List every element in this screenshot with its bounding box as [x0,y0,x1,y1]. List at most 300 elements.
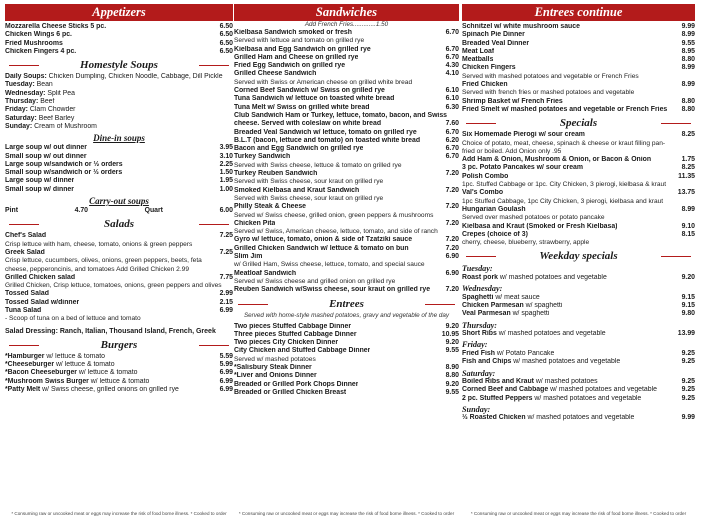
menu-item-description: 1pc Stuffed Cabbage, 1pc City Chicken, 3 pierogi, kielbasa and kraut [462,197,664,205]
menu-item-price: 8.25 [681,164,695,172]
menu-item-extra: w/ mashed potatoes and vegetable [498,273,607,281]
menu-item-name: Crepes (choice of 3) [462,230,528,238]
menu-item-price: 9.99 [681,414,695,422]
soup-day-label: Tuesday: [5,81,35,89]
menu-item-row [234,339,459,347]
menu-item-name: Tuna Sandwich w/ lettuce on toasted white bread [234,95,395,103]
menu-item-extra: w/ lettuce & tomato [44,352,105,360]
menu-item-price: 8.99 [681,64,695,72]
menu-item-price: 8.80 [681,97,695,105]
menu-item-name-group [462,358,620,366]
menu-item-row [234,245,459,253]
menu-item-row [462,206,695,214]
menu-item-name: *Mushroom Swiss Burger [5,377,89,385]
daily-soup-row [5,73,233,81]
menu-item-description: Served w/ mashed potatoes [234,355,316,363]
weekday-label: Sunday: [462,404,491,414]
daily-soup-row [5,106,233,114]
menu-item-price: 6.50 [219,47,233,55]
menu-item-price: 9.25 [681,349,695,357]
menu-item-row [234,145,459,153]
menu-item-price: 8.99 [681,81,695,89]
menu-item-name: Large soup w/ out dinner [5,144,87,152]
weekday-label: Tuesday: [462,264,493,274]
menu-item-row [234,236,459,244]
french-fries-note: Add French Fries.............1.50 [304,21,389,28]
menu-item-row [234,270,459,278]
menu-column-middle [234,4,459,519]
menu-item-name-group [5,361,115,369]
menu-item-name: *Cheeseburger [5,360,55,368]
burgers-list [5,353,233,394]
menu-item-name: Spaghetti [462,293,494,301]
entrees-note: Served with home-style mashed potatoes, gravy and vegetable of the day [243,311,450,319]
menu-item-name: Reuben Sandwich w/Swiss cheese, sour kraut on grilled rye [234,286,431,294]
menu-item-extra: w/ mashed potatoes and vegetable [548,386,657,394]
menu-item-row [234,46,459,54]
menu-item-price: 9.25 [681,394,695,402]
menu-item-name: Chicken Fingers [462,64,516,72]
menu-item-price: 8.95 [681,47,695,55]
menu-item-name: Breaded Veal Dinner [462,39,530,47]
menu-item-row [462,223,695,231]
menu-item-name: Schnitzel w/ white mushroom sauce [462,23,580,30]
menu-item-name: Kielbasa and Egg Sandwich on grilled rye [234,45,371,53]
menu-item-name: *Bacon Cheeseburger [5,369,77,377]
menu-item-price: 8.80 [681,105,695,113]
menu-item-price: 3.95 [219,144,233,152]
menu-item-row [234,170,459,178]
menu-item-price: 13.99 [677,330,695,338]
menu-item-price: 9.55 [681,39,695,47]
menu-item-row [5,177,233,185]
menu-item-name: Short Ribs [462,330,497,338]
menu-item-price: 7.75 [219,273,233,281]
menu-item-row [462,81,695,89]
menu-item-name: City Chicken and Stuffed Cabbage Dinner [234,347,371,355]
menu-item-name-group [5,353,105,361]
menu-item-row [5,144,233,152]
soup-day-label: Thursday: [5,98,39,106]
menu-item-row [5,169,233,177]
menu-item-description: Served with Swiss or American cheese on grilled white bread [234,78,413,86]
quart-price: 6.00 [219,207,233,215]
menu-item-row [5,31,233,39]
menu-item-description: Served over mashed potatoes or potato pancake [462,214,605,222]
menu-item-extra: w/ Swiss cheese, grilled onions on grilled rye [40,385,179,393]
burgers-title: Burgers [5,339,233,351]
menu-item-row [234,153,459,161]
menu-item-name: Fish and Chips [462,358,512,366]
weekday-specials-list [462,264,695,422]
menu-item-price: 11.35 [678,172,695,180]
menu-item-name: Grilled Ham and Cheese on grilled rye [234,53,359,61]
menu-item-name: Tossed Salad w/dinner [5,298,80,306]
menu-item-row [462,330,695,338]
menu-item-price: 6.70 [445,145,459,153]
menu-item-price: 2.99 [219,290,233,298]
weekday-label: Saturday: [462,368,496,378]
menu-item-row [5,274,233,282]
menu-item-name-group [5,386,179,394]
menu-item-row [5,290,233,298]
menu-item-name: Turkey Sandwich [234,153,291,161]
menu-item-price: 7.20 [445,186,459,194]
menu-item-name: Meat Loaf [462,47,495,55]
menu-item-row [5,153,233,161]
menu-item-description: Crisp lettuce, cucumbers, olives, onions, green peppers, beets, feta [5,257,202,265]
menu-item-price: 13.75 [677,189,695,197]
menu-item-name: Boiled Ribs and Kraut [462,378,534,385]
menu-item-price: 9.55 [445,388,459,396]
menu-item-row [462,395,695,403]
menu-item-extra: w/ mashed potatoes and vegetable [532,394,642,402]
footer-note-left: * Consuming raw or uncooked meat or eggs may increase the risk of food borne illness. * Cooked to order [11,511,227,516]
menu-item-description: fried or boiled. Add Onion only .95 [462,147,562,155]
menu-item-name: 3 pc. Potato Pancakes w/ sour cream [462,164,584,172]
quart-label: Quart [144,207,163,215]
menu-item-row [234,112,459,120]
menu-item-row [5,40,233,48]
menu-item-name: Tossed Salad [5,290,49,298]
homestyle-soups-title: Homestyle Soups [5,59,233,71]
menu-item-row [5,378,233,386]
menu-item-price: 6.90 [445,269,459,277]
menu-column-left [5,4,233,519]
weekday-specials-title: Weekday specials [462,250,695,262]
menu-item-description: 1pc. Stuffed Cabbage or 1pc. City Chicken, 3 pierogi, kielbasa & kraut [462,181,667,189]
daily-soup-row [5,123,233,131]
menu-item-extra: w/ meat sauce [493,293,540,301]
menu-item-name: Small soup w/sandwich or ½ orders [5,169,123,177]
soup-day-label: Friday: [5,106,28,114]
menu-item-price: 6.30 [445,103,459,111]
menu-item-name-group [462,350,554,358]
menu-item-extra: w/ lettuce & tomato [88,377,150,385]
menu-item-row [234,62,459,70]
footer-note-middle: * Consuming raw or uncooked meat or eggs may increase the risk of food borne illness. * Cooked to order [238,511,455,516]
menu-item-description: Served with french fries or mashed potatoes and vegetable [462,89,635,97]
menu-item-row [462,386,695,394]
menu-item-name: *Liver and Onions Dinner [234,372,317,380]
menu-item-extra: w/ lettuce & tomato [77,369,138,377]
menu-item-extra: w/ lettuce & tomato [54,360,115,368]
menu-item-name: Small soup w/ dinner [5,185,74,193]
menu-item-name: Smoked Kielbasa and Kraut Sandwich [234,186,360,194]
menu-item-name: Grilled Chicken salad [5,273,76,281]
menu-item-name: Turkey Reuben Sandwich [234,170,318,178]
entrees-continue-list [462,23,695,114]
menu-item-price: 9.20 [445,380,459,388]
menu-item-row [462,156,695,164]
menu-item-name: Two pieces Stuffed Cabbage Dinner [234,322,352,330]
daily-soup-row [5,81,233,89]
menu-item-price: 6.50 [219,23,233,30]
menu-item-price: 7.20 [445,236,459,244]
menu-item-price: 4.10 [445,70,459,78]
carry-out-soups-title: Carry-out soups [89,196,149,207]
menu-item-name: Gyro w/ lettuce, tomato, onion & side of Tzatziki sauce [234,236,413,244]
menu-item-name: Chicken Wings 6 pc. [5,31,72,39]
menu-item-price: 6.99 [219,385,233,393]
menu-item-row [234,331,459,339]
weekday-label: Wednesday: [462,284,503,294]
menu-item-price: 7.25 [219,248,233,256]
menu-item-row [462,164,695,172]
menu-item-price: 6.99 [219,377,233,385]
menu-item-name: Greek Salad [5,248,45,256]
sandwiches-banner: Sandwiches [234,4,459,21]
menu-item-row [234,137,459,145]
soup-name: Cream of Mushroom [34,122,97,130]
menu-item-price: 9.20 [445,322,459,330]
menu-item-description: Served with Swiss cheese, sour kraut on grilled rye [234,178,384,186]
pint-price: 4.70 [74,207,89,215]
menu-item-row [5,369,233,377]
menu-item-price: 6.10 [445,87,459,95]
menu-item-row [234,220,459,228]
pint-label: Pint [5,207,19,215]
menu-item-name: Club Sandwich Ham or Turkey, lettuce, tomato, bacon, and Swiss [234,111,448,119]
menu-item-name: Spinach Pie Dinner [462,31,525,39]
menu-item-price: 7.25 [219,232,233,240]
menu-item-price: 9.20 [445,339,459,347]
menu-item-row [234,120,459,128]
menu-item-price: 6.50 [219,39,233,47]
menu-item-price: 1.75 [681,156,695,164]
sandwiches-list [234,29,459,295]
menu-item-name-group [462,274,607,282]
menu-item-price: 7.20 [445,286,459,294]
menu-item-price: 5.59 [219,352,233,360]
menu-item-row [5,48,233,56]
menu-item-name: Tuna Salad [5,307,42,315]
menu-item-row [462,23,695,31]
menu-item-row [462,310,695,318]
soup-name: Beef [40,98,55,106]
menu-item-name: Chicken Parmesan [462,302,524,310]
soup-day-label: Sunday: [5,122,33,130]
menu-item-price: 6.99 [219,307,233,315]
menu-item-row [5,299,233,307]
menu-item-price: 6.50 [219,31,233,39]
menu-item-name: *Patty Melt [5,385,41,393]
menu-item-row [5,161,233,169]
menu-item-name: Breaded or Grilled Pork Chops Dinner [234,380,359,388]
menu-item-extra: w/ mashed potatoes [533,378,598,385]
menu-item-row [462,231,695,239]
entrees-continue-banner: Entrees continue [462,4,695,21]
menu-item-name: Grilled Chicken Sandwich w/ lettuce & tomato on bun [234,244,409,252]
menu-item-name: Grilled Cheese Sandwich [234,70,317,78]
menu-item-name: Bacon and Egg Sandwich on grilled rye [234,145,364,153]
menu-item-extra: w/ mashed potatoes and vegetable [511,358,621,366]
menu-item-name-group [462,330,606,338]
menu-item-row [234,70,459,78]
menu-item-price: 9.25 [681,358,695,366]
menu-item-price: 2.15 [219,298,233,306]
menu-item-row [462,98,695,106]
menu-item-name: ½ Roasted Chicken [462,414,526,422]
menu-item-name: Fried Egg Sandwich on grilled rye [234,62,346,70]
menu-item-name: Large soup w/sandwich or ½ orders [5,160,123,168]
menu-item-row [234,323,459,331]
soup-day-label: Wednesday: [5,89,46,97]
menu-item-price: 8.90 [445,363,459,371]
menu-item-price: 8.80 [681,56,695,64]
menu-item-row [462,131,695,139]
menu-item-price: 6.90 [445,253,459,261]
menu-item-row [5,386,233,394]
menu-item-price: 7.60 [445,120,459,128]
menu-item-name: Kielbasa and Kraut (Smoked or Fresh Kielbasa) [462,222,618,230]
menu-item-price: 3.10 [219,152,233,160]
menu-item-description: cheese, pepperoncinis, and tomatoes Add Grilled Chicken 2.99 [5,265,190,273]
menu-item-row [462,350,695,358]
menu-item-row [462,64,695,72]
menu-item-price: 6.10 [445,95,459,103]
menu-item-description: Served with Swiss cheese, lettuce & tomato on grilled rye [234,161,402,169]
menu-item-price: 8.99 [681,205,695,213]
menu-item-row [5,307,233,315]
menu-item-price: 7.20 [445,203,459,211]
entrees-list [234,323,459,398]
menu-item-name-group [462,386,657,394]
soup-day-label: Daily Soups: [5,73,47,81]
menu-item-name: Fried Mushrooms [5,39,63,47]
menu-item-row [462,378,695,386]
menu-item-price: 5.99 [219,360,233,368]
menu-item-name: Polish Combo [462,172,509,180]
menu-item-row [234,129,459,137]
menu-item-name: Small soup w/ out dinner [5,152,87,160]
menu-item-name: Two pieces City Chicken Dinner [234,339,339,347]
menu-item-row [462,56,695,64]
specials-title: Specials [462,117,695,129]
menu-item-extra: w/ spaghetti [523,302,563,310]
menu-item-row [234,54,459,62]
menu-item-row [5,186,233,194]
menu-item-description: Choice of potato, meat, cheese, spinach & cheese or kraut filling pan- [462,139,666,147]
menu-item-extra: w/ mashed potatoes and vegetable [525,414,635,422]
menu-item-extra: w/ spaghetti [510,310,550,318]
menu-item-name-group [5,369,138,377]
menu-item-price: 10.95 [441,330,459,338]
menu-item-name: Veal Parmesan [462,310,511,318]
menu-item-name: Three pieces Stuffed Cabbage Dinner [234,330,357,338]
menu-item-name-group [462,414,634,422]
menu-item-description: Served w/ Swiss cheese and grilled onion on grilled rye [234,277,396,285]
soup-name: Split Pea [47,89,75,97]
menu-item-name: Meatballs [462,56,494,64]
menu-item-extra: w/ Potato Pancake [494,349,555,357]
menu-item-row [234,381,459,389]
menu-item-name: *Salisbury Steak Dinner [234,363,312,371]
menu-item-row [234,347,459,355]
menu-item-price: 9.25 [681,386,695,394]
soup-day-label: Saturday: [5,114,37,122]
menu-item-row [234,372,459,380]
menu-item-description: Served with mashed potatoes and vegetable or French Fries [462,72,639,80]
soup-name: Beef Barley [38,114,75,122]
menu-item-price: 9.15 [681,302,695,310]
daily-soups-list [5,73,233,131]
soup-name: Clam Chowder [29,106,76,114]
menu-item-price: 8.25 [681,131,695,139]
menu-item-row [462,173,695,181]
menu-item-name: Roast pork [462,273,498,281]
menu-item-row [462,414,695,422]
menu-item-name: Add Ham & Onion, Mushroom & Onion, or Bacon & Onion [462,156,652,164]
soup-name: Chicken Dumpling, Chicken Noodle, Cabbage, Dill Pickle [48,73,223,81]
menu-item-name: Tuna Melt w/ Swiss on grilled white bread [234,103,370,111]
menu-item-row [5,249,233,257]
menu-item-row [462,106,695,114]
menu-item-name: Slim Jim [234,253,263,261]
menu-item-name-group [462,378,598,386]
menu-item-name: Chicken Pita [234,219,276,227]
menu-item-price: 9.15 [681,293,695,301]
menu-item-price: 7.20 [445,170,459,178]
menu-item-row [234,389,459,397]
menu-item-name: Breaded Veal Sandwich w/ lettuce, tomato on grilled rye [234,128,417,136]
menu-item-price: 6.70 [445,45,459,53]
menu-item-row [234,87,459,95]
menu-item-price: 9.10 [681,222,695,230]
menu-item-name: Large soup w/ dinner [5,177,75,185]
menu-item-row [462,40,695,48]
daily-soup-row [5,98,233,106]
menu-item-description: Grilled Chicken, Crisp lettuce, tomatoes, onions, green peppers and olives [5,282,222,290]
weekday-label: Friday: [462,340,488,350]
menu-item-name: Fried Fish [462,349,495,357]
menu-item-name-group [462,302,562,310]
menu-item-name: 2 pc. Stuffed Peppers [462,394,533,402]
daily-soup-row [5,90,233,98]
menu-item-row [5,23,233,31]
menu-item-name: Fried Chicken [462,81,508,89]
menu-item-description: Crisp lettuce with ham, cheese, tomato, onions & green peppers [5,240,193,248]
menu-item-row [234,253,459,261]
menu-item-price: 2.25 [219,160,233,168]
menu-item-name: Six Homemade Pierogi w/ sour cream [462,131,585,139]
menu-item-name: Chef's Salad [5,232,47,240]
menu-item-price: 4.30 [445,62,459,70]
menu-item-price: 9.25 [681,378,695,385]
menu-item-price: 8.80 [445,372,459,380]
specials-list [462,131,695,247]
soup-name: Bean [36,81,53,89]
menu-item-name: Chicken Fingers 4 pc. [5,47,77,55]
menu-item-name-group [5,378,149,386]
menu-item-price: 1.00 [219,185,233,193]
menu-item-row [462,274,695,282]
menu-item-row [234,203,459,211]
menu-item-name: cheese. Served with coleslaw on white bread [234,120,382,128]
menu-item-price: 6.70 [445,53,459,61]
menu-item-name: Shrimp Basket w/ French Fries [462,97,563,105]
appetizers-banner: Appetizers [5,4,233,21]
menu-item-name: Kielbasa Sandwich smoked or fresh [234,29,352,36]
menu-item-row [462,48,695,56]
menu-item-price: 9.20 [681,273,695,281]
menu-item-row [462,294,695,302]
menu-item-row [5,361,233,369]
menu-item-name: Philly Steak & Cheese [234,203,307,211]
menu-item-description: Served w/ Swiss, American cheese, lettuce, tomato, and side of ranch [234,228,438,236]
menu-item-price: 6.70 [445,153,459,161]
salads-list [5,232,233,315]
